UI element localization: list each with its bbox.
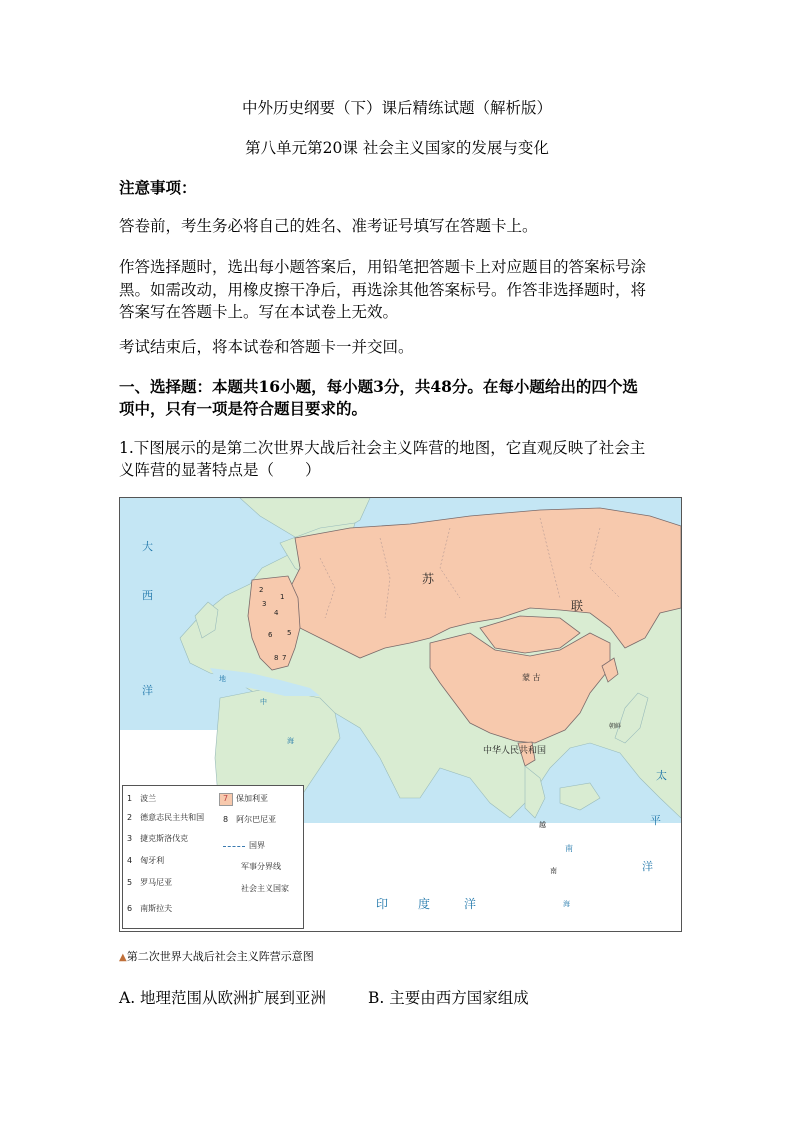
map-figure <box>119 497 682 932</box>
map-label-indian-yang: 洋 <box>464 897 477 911</box>
option-a[interactable]: A. 地理范围从欧洲扩展到亚洲 <box>119 989 327 1007</box>
map-label-vietnam: 越 <box>539 821 546 829</box>
map-marker-4: 4 <box>274 609 279 617</box>
document-title: 中外历史纲要（下）课后精练试题（解析版） <box>241 99 552 117</box>
map-label-pacific-ping: 平 <box>650 814 661 827</box>
section-heading-line-2: 项中，只有一项是符合题目要求的。 <box>119 399 368 418</box>
map-marker-1: 1 <box>280 593 285 601</box>
legend-item-6: 6 南斯拉夫 <box>127 904 173 913</box>
question-1-line-1: 1.下图展示的是第二次世界大战后社会主义阵营的地图，它直观反映了社会主 <box>119 439 646 457</box>
legend-item-7: 保加利亚 <box>236 794 268 803</box>
notice-item-2-line-3: 答案写在答题卡上。写在本试卷上无效。 <box>119 303 399 321</box>
map-label-su: 苏 <box>422 572 435 586</box>
map-label-nan: 南 <box>565 844 573 853</box>
legend-military-line-label: 军事分界线 <box>241 862 281 871</box>
notice-item-3: 考试结束后，将本试卷和答题卡一并交回。 <box>119 338 414 356</box>
legend-item-8: 8 阿尔巴尼亚 <box>223 815 277 824</box>
notice-heading: 注意事项： <box>119 178 197 197</box>
map-label-indian-du: 度 <box>418 897 431 911</box>
map-label-pacific-tai: 太 <box>656 769 667 782</box>
legend-item-3: 3 捷克斯洛伐克 <box>127 834 189 843</box>
map-label-atlantic-yang: 洋 <box>142 684 153 697</box>
notice-item-2-line-1: 作答选择题时，选出每小题答案后，用铅笔把答题卡上对应题目的答案标号涂 <box>119 258 647 276</box>
legend-item-5: 5 罗马尼亚 <box>127 878 173 887</box>
map-label-hai: 海 <box>287 737 294 745</box>
map-label-atlantic-xi: 西 <box>142 589 153 602</box>
map-marker-8: 8 <box>274 654 279 662</box>
map-label-pacific-yang: 洋 <box>642 860 653 873</box>
map-legend <box>122 785 304 929</box>
section-heading-line-1: 一、选择题：本题共16小题，每小题3分，共48分。在每小题给出的四个选 <box>119 377 638 396</box>
legend-item-2: 2 德意志民主共和国 <box>127 813 205 822</box>
document-subtitle: 第八单元第20课 社会主义国家的发展与变化 <box>245 139 549 157</box>
legend-item-1: 1 波兰 <box>127 794 157 803</box>
map-label-zhong: 中 <box>260 698 267 706</box>
notice-item-1: 答卷前，考生务必将自己的姓名、准考证号填写在答题卡上。 <box>119 217 538 235</box>
notice-item-2-line-2: 黑。如需改动，用橡皮擦干净后，再选涂其他答案标号。作答非选择题时，将 <box>119 281 647 299</box>
legend-item-4: 4 匈牙利 <box>127 856 165 865</box>
map-label-di: 地 <box>219 675 226 683</box>
legend-border-label: 国界 <box>249 841 265 850</box>
map-marker-7: 7 <box>282 654 287 662</box>
legend-swatch-7: 7 <box>219 793 233 806</box>
map-label-north-korea: 朝鲜 <box>609 723 622 730</box>
map-marker-3: 3 <box>262 600 267 608</box>
map-marker-2: 2 <box>259 586 264 594</box>
map-marker-6: 6 <box>268 631 273 639</box>
map-label-indian-yin: 印 <box>376 897 389 911</box>
legend-border-line-icon <box>223 846 245 847</box>
option-b[interactable]: B. 主要由西方国家组成 <box>368 989 529 1007</box>
map-marker-5: 5 <box>287 629 292 637</box>
legend-socialist-label: 社会主义国家 <box>241 884 289 893</box>
question-1-line-2: 义阵营的显著特点是（ ） <box>119 461 321 479</box>
map-caption: ▲第二次世界大战后社会主义阵营示意图 <box>119 950 314 963</box>
map-label-prc: 中华人民共和国 <box>483 746 547 756</box>
map-label-nan-2: 南 <box>550 867 557 875</box>
map-label-atlantic-da: 大 <box>142 540 153 553</box>
map-label-mongolia: 蒙 古 <box>522 673 541 682</box>
map-label-lian: 联 <box>571 599 584 613</box>
map-label-hai-2: 海 <box>563 900 570 908</box>
caption-triangle-icon: ▲ <box>119 952 127 963</box>
